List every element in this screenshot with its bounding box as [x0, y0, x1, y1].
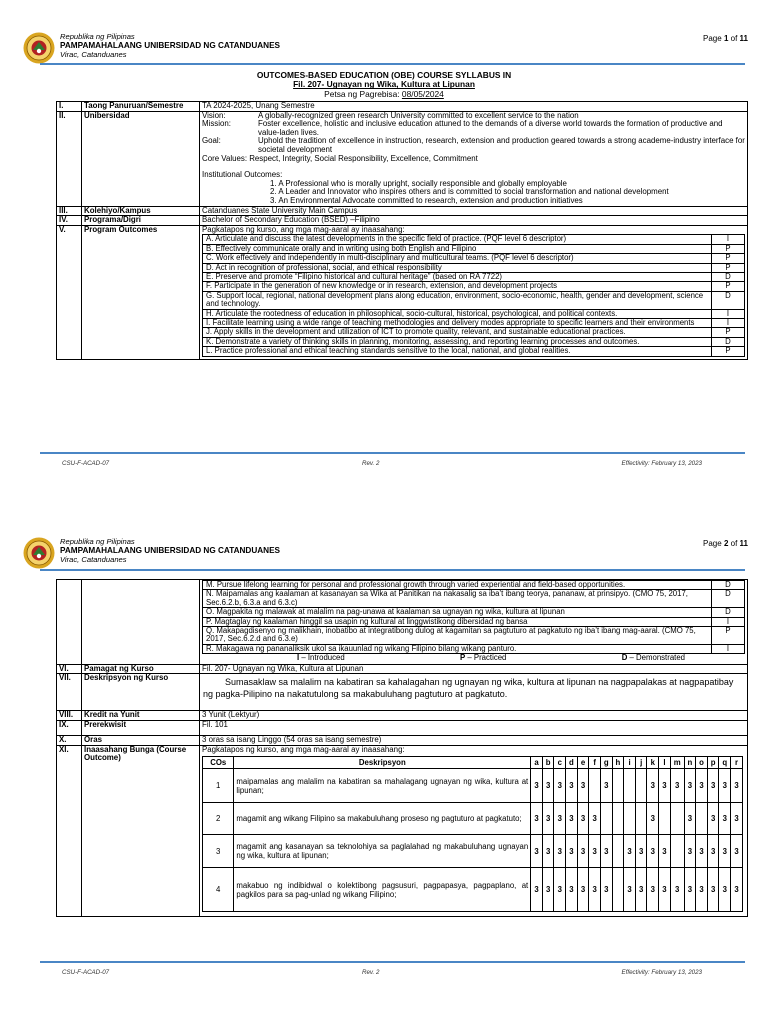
co-mapping-cell — [612, 803, 624, 835]
co-header-letter: r — [731, 757, 743, 769]
co-mapping-cell: 3 — [589, 868, 601, 912]
co-mapping-cell: 3 — [531, 868, 543, 912]
section-row: I. Taong Panuruan/Semestre TA 2024-2025, Unang Semestre — [57, 102, 748, 112]
co-number: 3 — [203, 835, 234, 868]
co-mapping-cell: 3 — [531, 803, 543, 835]
co-header-letter: d — [566, 757, 578, 769]
program-outcome-level: I — [712, 318, 745, 327]
co-mapping-cell: 3 — [647, 835, 659, 868]
section-row: VIII. Kredit na Yunit 3 Yunit (Lektyur) — [57, 711, 748, 721]
university-statements: Vision: A globally-recognized green research University committed to excellent service to the nation Mission: Foster excellence, holistic and inclusive education attuned to the demands of a diverse world towards the formation of productive and value-laden lives. Goal: Uphold the tradition of excellence in instruction, research, extension and production geared towards a strong academe-industry interface for societal development Core Values: Respect, Integrity, Social Responsibility, Excellence, Commitment Institutional Outcomes: 1. A Professional who is morally upright, socially responsible and globally employable 2. A Leader and Innovator who inspires others and is committed to social transformation and national development 3. An Environmental Advocate committed to research, extension and production initiatives — [200, 111, 748, 206]
co-description: magamit ang wikang Filipino sa makabuluhang proseso ng pagtuturo at pagkatuto; — [234, 803, 531, 835]
co-mapping-cell: 3 — [684, 835, 696, 868]
title-line-1: OUTCOMES-BASED EDUCATION (OBE) COURSE SYLLABUS IN — [256, 70, 512, 80]
section-row — [57, 580, 748, 665]
co-mapping-cell: 3 — [659, 769, 671, 803]
co-mapping-cell: 3 — [577, 769, 589, 803]
co-header-letter: o — [696, 757, 708, 769]
program-outcome-level: I — [712, 644, 745, 653]
footer-rule — [40, 961, 745, 963]
page-2: Republika ng Pilipinas PAMPAMAHALAANG UNIBERSIDAD NG CATANDUANES Virac, Catanduanes Page 2 of 11 M. Pursue lifelong learning for personal and professional growth through varied experiential and field-based opportunities. D N. Maipamalas ang kaalaman at kasanayan sa Wika at Panitikan na nakasalig sa iba’t ibang teorya, pananaw, at prinsipyo. (CMO 75, 2017, Sec.6.2.b, 6.3.a and 6.3.c) D O. Magpakita ng malawak at malalim na pag-unawa at kaalaman sa ugnayan ng wika, kultura at lipunan D P. Magtaglay ng kaalaman hinggil sa usapin ng kultural at linggwistikong dibersidad ng bansa I Q. Makapagdisenyo ng malikhain, inobatibo at integratibong dulog at kagamitan sa pagtuturo at pagkatuto ng iba’t ibang mag-aaral. (CMO 75, 2017, Sec.6.2.d and 6.3.e) P R. Makagawa ng pananaliksik ukol sa ikauunlad ng wikang Filipino bilang wikang panturo. I I – Introduced P – Practiced D – Demonstrated VI. Pamagat ng Kurso Fil. 207- Ugnayan ng Wika, Kultura at Lipunan VII. Deskripsyon ng Kurso Sumasaklaw sa malalim na kabatiran sa kahalagahan ng ugnayan ng wika, kultura at lipunan na nagpapalakas at nagpapatibay ng pagka-Pilipino na nakatutulong sa makabuluhang pagtuturo at pagkatuto. VIII. Kredit na Yunit 3 Yunit (Lektyur) IX. Prerekwisit Fil. 101 X. Oras 3 oras sa isang Linggo (54 oras sa isang semestre) XI. Inaasahang Bunga (Course Outcome) Pagkatapos ng kurso, ang mga mag-aaral ay inaasahang: COs Deskripsyon a b c d e f g h i j k l m n o p q r 1 maipamalas ang malalim na kabatiran sa mahalagang ugnayan ng wika, kultura at lipunan; 3 3 3 3 3 3 3 3 3 3 3 3 3 3 2 magamit ang wikang Filipino sa makabuluhang proseso ng pagtuturo at pagkatuto; 3 3 3 3 3 3 3 3 3 3 3 3 magamit ang kasanayan sa teknolohiya sa paglalahad ng makabuluhang ugnayan ng wika, kultura at lipunan; 3 3 3 3 3 3 3 3 3 3 3 3 3 3 3 3 4 makabuo ng indibidwal o kolektibong pagsusuri, pagpapasya, pagpaplano, at pagkilos para sa pag-unlad ng wikang Filipino; 3 3 3 3 3 3 3 3 3 3 3 3 3 3 3 3 3 CSU-F-ACAD-07 Rev. 2 Effectivity: February 13, 2023 — [0, 0, 768, 1024]
co-header-letter: j — [635, 757, 647, 769]
section-row: VI. Pamagat ng Kurso Fil. 207- Ugnayan ng Wika, Kultura at Lipunan — [57, 664, 748, 674]
program-outcome-text: K. Demonstrate a variety of thinking skills in planning, monitoring, assessing, and reporting learning processes and outcomes. — [203, 337, 712, 346]
university-seal-logo — [23, 537, 55, 569]
header-text: Republika ng Pilipinas PAMPAMAHALAANG UNIBERSIDAD NG CATANDUANES Virac, Catanduanes — [60, 537, 280, 564]
program-outcome-text: M. Pursue lifelong learning for personal and professional growth through varied experiential and field-based opportunities. — [203, 581, 712, 590]
program-outcome-text: H. Articulate the rootedness of education in philosophical, socio-cultural, historical, psychological, and political contexts. — [203, 309, 712, 318]
co-mapping-cell: 3 — [577, 835, 589, 868]
program-outcome-text: G. Support local, regional, national development plans along education, environment, socio-economic, health, gender and development, science and technology. — [203, 291, 712, 309]
co-description: maipamalas ang malalim na kabatiran sa mahalagang ugnayan ng wika, kultura at lipunan; — [234, 769, 531, 803]
co-mapping-cell: 3 — [707, 769, 719, 803]
co-mapping-cell — [624, 803, 636, 835]
program-outcome-level: P — [712, 282, 745, 291]
co-mapping-cell: 3 — [554, 769, 566, 803]
program-outcome-level: P — [712, 328, 745, 337]
co-row — [203, 868, 743, 912]
header-republic: Republika ng Pilipinas — [60, 32, 135, 41]
program-outcome-text: L. Practice professional and ethical teaching standards sensitive to the local, national, and global realities. — [203, 347, 712, 356]
section-row: III. Kolehiyo/Kampus Catanduanes State University Main Campus — [57, 206, 748, 216]
co-row — [203, 835, 743, 868]
outcome-legend: I – Introduced P – Practiced D – Demonstrated — [297, 653, 685, 663]
section-row: VII. Deskripsyon ng Kurso Sumasaklaw sa malalim na kabatiran sa kahalagahan ng ugnayan ng wika, kultura at lipunan na nagpapalakas at nagpapatibay ng pagka-Pilipino na nakatutulong sa makabuluhang pagtuturo at pagkatuto. — [57, 674, 748, 711]
co-header-letter: g — [600, 757, 612, 769]
co-mapping-cell — [589, 769, 601, 803]
co-mapping-cell: 3 — [542, 769, 554, 803]
co-mapping-cell: 3 — [731, 769, 743, 803]
header-university: PAMPAMAHALAANG UNIBERSIDAD NG CATANDUANES — [60, 41, 280, 50]
program-outcome-level: D — [712, 337, 745, 346]
co-mapping-cell: 3 — [566, 835, 578, 868]
program-outcome-text: I. Facilitate learning using a wide range of teaching methodologies and delivery modes appropriate to specific learners and their environments — [203, 318, 712, 327]
co-header-letter: q — [719, 757, 731, 769]
program-outcome-level: D — [712, 608, 745, 617]
co-mapping-cell: 3 — [647, 769, 659, 803]
co-mapping-cell: 3 — [600, 835, 612, 868]
co-mapping-cell: 3 — [707, 868, 719, 912]
program-outcome-level: I — [712, 235, 745, 244]
co-mapping-cell: 3 — [554, 803, 566, 835]
program-outcome-level: I — [712, 617, 745, 626]
program-outcome-level: P — [712, 347, 745, 356]
co-header-letter: i — [624, 757, 636, 769]
co-mapping-cell — [624, 769, 636, 803]
co-header-letter: l — [659, 757, 671, 769]
co-mapping-cell — [635, 769, 647, 803]
program-outcome-level: D — [712, 272, 745, 281]
co-mapping-cell: 3 — [684, 803, 696, 835]
section-row: V. Program Outcomes Pagkatapos ng kurso, ang mga mag-aaral ay inaasahang: A. Articulate and discuss the latest developments in the specific field of practice. (PQF level 6 descriptor) I B. Effectively communicate orally and in writing using both English and Filipino P C. Work effectively and independently in multi-disciplinary and multicultural teams. (PQF level 6 descriptor) P D. Act in recognition of professional, social, and ethical responsibility P E. Preserve and promote “Filipino historical and cultural heritage” (based on RA 7722) D F. Participate in the generation of new knowledge or in research, extension, and development projects P G. Support local, regional, national development plans along education, environment, socio-economic, health, gender and development, science and technology. D H. Articulate the rootedness of education in philosophical, socio-cultural, historical, psychological, and political contexts. I I. Facilitate learning using a wide range of teaching methodologies and delivery modes appropriate to specific learners and their environments I J. Apply skills in the development and utilization of ICT to promote quality, relevant, and sustainable educational practices. P K. Demonstrate a variety of thinking skills in planning, monitoring, assessing, and reporting learning processes and outcomes. D L. Practice professional and ethical teaching standards sensitive to the local, national, and global realities. P — [57, 225, 748, 359]
co-mapping-cell: 3 — [566, 803, 578, 835]
co-mapping-cell: 3 — [707, 803, 719, 835]
program-outcome-level: P — [712, 254, 745, 263]
co-mapping-cell: 3 — [531, 835, 543, 868]
program-outcome-text: R. Makagawa ng pananaliksik ukol sa ikauunlad ng wikang Filipino bilang wikang panturo. — [203, 644, 712, 653]
header-rule — [40, 569, 745, 571]
co-mapping-cell: 3 — [531, 769, 543, 803]
co-mapping-cell: 3 — [647, 868, 659, 912]
co-mapping-cell: 3 — [659, 868, 671, 912]
title-line-2: Fil. 207- Ugnayan ng Wika, Kultura at Lipunan — [293, 79, 475, 90]
program-outcome-text: C. Work effectively and independently in multi-disciplinary and multicultural teams. (PQF level 6 descriptor) — [203, 254, 712, 263]
co-mapping-cell: 3 — [566, 868, 578, 912]
co-mapping-cell: 3 — [719, 835, 731, 868]
co-header-description: Deskripsyon — [234, 757, 531, 769]
co-header-letter: p — [707, 757, 719, 769]
page-header — [20, 535, 748, 571]
co-mapping-cell — [635, 803, 647, 835]
co-mapping-cell: 3 — [635, 835, 647, 868]
co-mapping-cell: 3 — [577, 868, 589, 912]
header-location: Virac, Catanduanes — [60, 50, 127, 59]
co-header-letter: b — [542, 757, 554, 769]
program-outcome-text: B. Effectively communicate orally and in writing using both English and Filipino — [203, 244, 712, 253]
co-mapping-cell: 3 — [731, 803, 743, 835]
co-mapping-cell: 3 — [566, 769, 578, 803]
co-mapping-cell — [612, 769, 624, 803]
program-outcome-text: A. Articulate and discuss the latest developments in the specific field of practice. (PQF level 6 descriptor) — [203, 235, 712, 244]
section-row: XI. Inaasahang Bunga (Course Outcome) Pagkatapos ng kurso, ang mga mag-aaral ay inaasahang: COs Deskripsyon a b c d e f g h i j k l m n o p q r 1 maipamalas ang malalim na kabatiran sa mahalagang ugnayan ng wika, kultura at lipunan; 3 3 3 3 3 3 3 3 3 3 3 3 3 3 2 magamit ang wikang Filipino sa makabuluhang proseso ng pagtuturo at pagkatuto; 3 3 3 3 3 3 3 3 3 3 3 3 magamit ang kasanayan sa teknolohiya sa paglalahad ng makabuluhang ugnayan ng wika, kultura at lipunan; 3 3 3 3 3 3 3 3 3 3 3 3 3 3 3 3 4 makabuo ng indibidwal o kolektibong pagsusuri, pagpapasya, pagpaplano, at pagkilos para sa pag-unlad ng wikang Filipino; 3 3 3 3 3 3 3 3 3 3 3 3 3 3 3 3 3 — [57, 745, 748, 917]
co-header-row — [203, 757, 743, 769]
program-outcome-text: Q. Makapagdisenyo ng malikhain, inobatibo at integratibong dulog at kagamitan sa pagtuturo at pagkatuto ng iba’t ibang mag-aaral. (CMO 75, 2017, Sec.6.2.d and 6.3.e) — [203, 627, 712, 645]
program-outcome-text: D. Act in recognition of professional, social, and ethical responsibility — [203, 263, 712, 272]
program-outcome-text: P. Magtaglay ng kaalaman hinggil sa usapin ng kultural at linggwistikong dibersidad ng bansa — [203, 617, 712, 626]
co-mapping-cell: 3 — [731, 835, 743, 868]
co-mapping-cell: 3 — [554, 868, 566, 912]
co-mapping-cell: 3 — [707, 835, 719, 868]
co-mapping-cell: 3 — [589, 803, 601, 835]
syllabus-table-p2 — [56, 579, 748, 917]
co-header-letter: k — [647, 757, 659, 769]
program-outcome-level: D — [712, 590, 745, 608]
program-outcome-level: P — [712, 263, 745, 272]
co-header-letter: a — [531, 757, 543, 769]
co-description: magamit ang kasanayan sa teknolohiya sa paglalahad ng makabuluhang ugnayan ng wika, kultura at lipunan; — [234, 835, 531, 868]
section-row: IV. Programa/Digri Bachelor of Secondary Education (BSED) –Filipino — [57, 216, 748, 226]
co-mapping-cell — [659, 803, 671, 835]
co-mapping-cell — [600, 803, 612, 835]
co-mapping-cell: 3 — [647, 803, 659, 835]
program-outcome-text: J. Apply skills in the development and utilization of ICT to promote quality, relevant, and sustainable educational practices. — [203, 328, 712, 337]
co-mapping-cell — [696, 803, 708, 835]
co-number: 4 — [203, 868, 234, 912]
co-mapping-cell — [612, 835, 624, 868]
co-description: makabuo ng indibidwal o kolektibong pagsusuri, pagpapasya, pagpaplano, at pagkilos para sa pag-unlad ng wikang Filipino; — [234, 868, 531, 912]
co-header-cos: COs — [203, 757, 234, 769]
co-mapping-cell — [670, 835, 684, 868]
co-mapping-cell: 3 — [600, 868, 612, 912]
program-outcome-text: N. Maipamalas ang kaalaman at kasanayan sa Wika at Panitikan na nakasalig sa iba’t ibang teorya, pananaw, at prinsipyo. (CMO 75, 2017, Sec.6.2.b, 6.3.a and 6.3.c) — [203, 590, 712, 608]
co-mapping-cell — [670, 803, 684, 835]
program-outcome-text: O. Magpakita ng malawak at malalim na pag-unawa at kaalaman sa ugnayan ng wika, kultura at lipunan — [203, 608, 712, 617]
program-outcome-row — [203, 627, 745, 645]
program-outcome-text: E. Preserve and promote “Filipino historical and cultural heritage” (based on RA 7722) — [203, 272, 712, 281]
program-outcome-text: F. Participate in the generation of new knowledge or in research, extension, and development projects — [203, 282, 712, 291]
page-1: Republika ng Pilipinas PAMPAMAHALAANG UNIBERSIDAD NG CATANDUANES Virac, Catanduanes Page 1 of 11 OUTCOMES-BASED EDUCATION (OBE) COURSE SYLLABUS IN Fil. 207- Ugnayan ng Wika, Kultura at Lipunan Petsa ng Pagrebisa: 08/05/2024 I. Taong Panuruan/Semestre TA 2024-2025, Unang Semestre II. Unibersidad Vision: A globally-recognized green research University committed to excellent service to the nation Mission: Foster excellence, holistic and inclusive education attuned to the demands of a diverse world towards the formation of productive and value-laden lives. Goal: Uphold the tradition of excellence in instruction, research, extension and production geared towards a strong academe-industry interface for societal development Core Values: Respect, Integrity, Social Responsibility, Excellence, Commitment Institutional Outcomes: 1. A Professional who is morally upright, socially responsible and globally employable 2. A Leader and Innovator who inspires others and is committed to social transformation and national development 3. An Environmental Advocate committed to research, extension and production initiatives III. Kolehiyo/Kampus Catanduanes State University Main Campus IV. Programa/Digri Bachelor of Secondary Education (BSED) –Filipino V. Program Outcomes Pagkatapos ng kurso, ang mga mag-aaral ay inaasahang: A. Articulate and discuss the latest developments in the specific field of practice. (PQF level 6 descriptor) I B. Effectively communicate orally and in writing using both English and Filipino P C. Work effectively and independently in multi-disciplinary and multicultural teams. (PQF level 6 descriptor) P D. Act in recognition of professional, social, and ethical responsibility P E. Preserve and promote “Filipino historical and cultural heritage” (based on RA 7722) D F. Participate in the generation of new knowledge or in research, extension, and development projects P G. Support local, regional, national development plans along education, environment, socio-economic, health, gender and development, science and technology. D H. Articulate the rootedness of education in philosophical, socio-cultural, historical, psychological, and political contexts. I I. Facilitate learning using a wide range of teaching methodologies and delivery modes appropriate to specific learners and their environments I J. Apply skills in the development and utilization of ICT to promote quality, relevant, and sustainable educational practices. P K. Demonstrate a variety of thinking skills in planning, monitoring, assessing, and reporting learning processes and outcomes. D L. Practice professional and ethical teaching standards sensitive to the local, national, and global realities. P CSU-F-ACAD-07 Rev. 2 Effectivity: February 13, 2023 — [0, 0, 768, 500]
page-number: Page 2 of 11 — [703, 539, 748, 548]
program-outcome-row — [203, 590, 745, 608]
co-mapping-cell: 3 — [684, 769, 696, 803]
co-header-letter: e — [577, 757, 589, 769]
co-mapping-cell: 3 — [731, 868, 743, 912]
program-outcome-level: P — [712, 627, 745, 645]
co-mapping-cell: 3 — [696, 868, 708, 912]
co-mapping-cell: 3 — [684, 868, 696, 912]
program-outcome-level: D — [712, 581, 745, 590]
co-header-letter: n — [684, 757, 696, 769]
section-row: IX. Prerekwisit Fil. 101 — [57, 721, 748, 736]
co-mapping-cell: 3 — [624, 835, 636, 868]
co-mapping-cell: 3 — [696, 769, 708, 803]
co-mapping-cell: 3 — [670, 769, 684, 803]
co-mapping-cell: 3 — [542, 868, 554, 912]
section-row: II. Unibersidad Vision: A globally-recognized green research University committed to excellent service to the nation Mission: Foster excellence, holistic and inclusive education attuned to the demands of a diverse world towards the formation of productive and value-laden lives. Goal: Uphold the tradition of excellence in instruction, research, extension and production geared towards a strong academe-industry interface for societal development Core Values: Respect, Integrity, Social Responsibility, Excellence, Commitment Institutional Outcomes: 1. A Professional who is morally upright, socially responsible and globally employable 2. A Leader and Innovator who inspires others and is committed to social transformation and national development 3. An Environmental Advocate committed to research, extension and production initiatives — [57, 111, 748, 206]
co-header-letter: c — [554, 757, 566, 769]
co-mapping-cell: 3 — [554, 835, 566, 868]
section-row: X. Oras 3 oras sa isang Linggo (54 oras sa isang semestre) — [57, 736, 748, 746]
co-number: 2 — [203, 803, 234, 835]
program-outcomes-table-continued — [202, 580, 745, 654]
co-mapping-cell: 3 — [659, 835, 671, 868]
co-mapping-cell: 3 — [719, 868, 731, 912]
co-mapping-cell: 3 — [670, 868, 684, 912]
co-header-letter: m — [670, 757, 684, 769]
revision-date: Petsa ng Pagrebisa: 08/05/2024 — [324, 88, 444, 99]
program-outcome-level: D — [712, 291, 745, 309]
co-mapping-cell: 3 — [577, 803, 589, 835]
co-mapping-cell: 3 — [600, 769, 612, 803]
co-mapping-cell — [612, 868, 624, 912]
co-mapping-cell: 3 — [719, 769, 731, 803]
co-header-letter: h — [612, 757, 624, 769]
program-outcome-level: I — [712, 309, 745, 318]
co-mapping-cell: 3 — [719, 803, 731, 835]
co-header-letter: f — [589, 757, 601, 769]
co-mapping-cell: 3 — [696, 835, 708, 868]
co-row — [203, 769, 743, 803]
program-outcome-level: P — [712, 244, 745, 253]
co-number: 1 — [203, 769, 234, 803]
co-mapping-cell: 3 — [624, 868, 636, 912]
page-number: Page 1 of 11 — [703, 34, 748, 43]
co-mapping-cell: 3 — [635, 868, 647, 912]
co-mapping-cell: 3 — [542, 835, 554, 868]
co-mapping-cell: 3 — [589, 835, 601, 868]
course-outcomes-table — [202, 756, 743, 912]
co-mapping-cell: 3 — [542, 803, 554, 835]
co-row — [203, 803, 743, 835]
program-outcome-row — [203, 608, 745, 617]
